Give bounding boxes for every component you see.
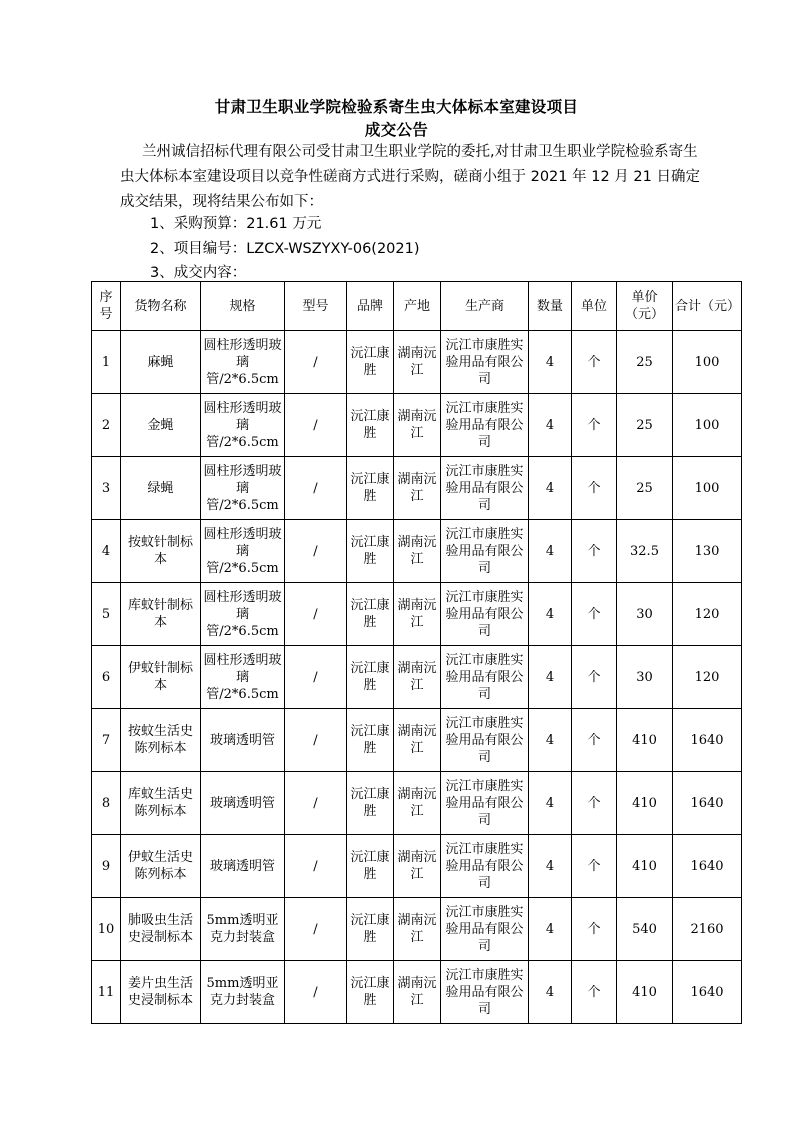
item-name-cell: 按蚊针制标本 [121,520,201,583]
unit-cell: 个 [572,898,617,961]
total-cell: 120 [673,646,742,709]
origin-cell: 湖南沅江 [394,898,441,961]
total-cell: 1640 [673,961,742,1024]
total-cell: 100 [673,331,742,394]
unit-cell: 个 [572,583,617,646]
brand-cell: 沅江康胜 [347,583,394,646]
model-cell: / [285,583,347,646]
header-cell: 品牌 [347,282,394,331]
model-cell: / [285,772,347,835]
quantity-cell: 4 [529,772,572,835]
header-cell: 产地 [394,282,441,331]
quantity-cell: 4 [529,331,572,394]
specification-cell: 圆柱形透明玻璃管/2*6.5cm [201,331,285,394]
origin-cell: 湖南沅江 [394,331,441,394]
table-row [92,898,742,961]
document-title: 甘肃卫生职业学院检验系寄生虫大体标本室建设项目 [214,98,579,116]
quantity-cell: 4 [529,520,572,583]
origin-cell: 湖南沅江 [394,709,441,772]
unit-price-cell: 410 [617,709,673,772]
header-cell: 合计（元） [673,282,742,331]
origin-cell: 湖南沅江 [394,520,441,583]
row-number-cell: 10 [92,898,121,961]
unit-price-cell: 32.5 [617,520,673,583]
item-name-cell: 库蚊生活史陈列标本 [121,772,201,835]
specification-cell: 圆柱形透明玻璃管/2*6.5cm [201,394,285,457]
total-cell: 130 [673,520,742,583]
specification-cell: 圆柱形透明玻璃管/2*6.5cm [201,646,285,709]
manufacturer-cell: 沅江市康胜实验用品有限公司 [441,520,529,583]
brand-cell: 沅江康胜 [347,898,394,961]
quantity-cell: 4 [529,961,572,1024]
unit-cell: 个 [572,835,617,898]
intro-paragraph: 兰州诚信招标代理有限公司受甘肃卫生职业学院的委托,对甘肃卫生职业学院检验系寄生虫大体标本室建设项目以竞争性磋商方式进行采购，磋商小组于 2021 年 12 月 21 日确定成交结果，现将结果公布如下： [120,144,700,210]
item-name-cell: 伊蚊针制标本 [121,646,201,709]
row-number-cell: 2 [92,394,121,457]
row-number-cell: 4 [92,520,121,583]
budget-line: 1、采购预算：21.61 万元 [150,216,322,232]
quantity-cell: 4 [529,457,572,520]
origin-cell: 湖南沅江 [394,646,441,709]
project-number-line: 2、项目编号：LZCX-WSZYXY-06(2021) [150,241,420,257]
manufacturer-cell: 沅江市康胜实验用品有限公司 [441,961,529,1024]
brand-cell: 沅江康胜 [347,709,394,772]
table-row [92,457,742,520]
manufacturer-cell: 沅江市康胜实验用品有限公司 [441,646,529,709]
manufacturer-cell: 沅江市康胜实验用品有限公司 [441,583,529,646]
header-cell: 生产商 [441,282,529,331]
header-cell: 型号 [285,282,347,331]
row-number-cell: 7 [92,709,121,772]
row-number-cell: 6 [92,646,121,709]
table-header-row [92,282,742,331]
item-name-cell: 按蚊生活史陈列标本 [121,709,201,772]
table-row [92,520,742,583]
quantity-cell: 4 [529,709,572,772]
total-cell: 2160 [673,898,742,961]
origin-cell: 湖南沅江 [394,457,441,520]
row-number-cell: 5 [92,583,121,646]
table-row [92,583,742,646]
model-cell: / [285,457,347,520]
brand-cell: 沅江康胜 [347,520,394,583]
item-name-cell: 金蝇 [121,394,201,457]
manufacturer-cell: 沅江市康胜实验用品有限公司 [441,331,529,394]
document-subtitle: 成交公告 [364,121,429,139]
model-cell: / [285,331,347,394]
item-name-cell: 库蚊针制标本 [121,583,201,646]
unit-cell: 个 [572,520,617,583]
item-name-cell: 姜片虫生活史浸制标本 [121,961,201,1024]
origin-cell: 湖南沅江 [394,583,441,646]
origin-cell: 湖南沅江 [394,394,441,457]
item-name-cell: 肺吸虫生活史浸制标本 [121,898,201,961]
unit-cell: 个 [572,709,617,772]
table-row [92,835,742,898]
unit-price-cell: 25 [617,457,673,520]
item-name-cell: 伊蚊生活史陈列标本 [121,835,201,898]
unit-cell: 个 [572,772,617,835]
table-row [92,709,742,772]
specification-cell: 圆柱形透明玻璃管/2*6.5cm [201,520,285,583]
quantity-cell: 4 [529,898,572,961]
unit-cell: 个 [572,331,617,394]
quantity-cell: 4 [529,646,572,709]
total-cell: 1640 [673,772,742,835]
manufacturer-cell: 沅江市康胜实验用品有限公司 [441,835,529,898]
row-number-cell: 8 [92,772,121,835]
unit-price-cell: 25 [617,331,673,394]
quantity-cell: 4 [529,583,572,646]
manufacturer-cell: 沅江市康胜实验用品有限公司 [441,772,529,835]
unit-price-cell: 540 [617,898,673,961]
specification-cell: 5mm透明亚克力封装盒 [201,961,285,1024]
row-number-cell: 1 [92,331,121,394]
header-cell: 数量 [529,282,572,331]
award-table [91,281,742,1024]
unit-price-cell: 25 [617,394,673,457]
total-cell: 120 [673,583,742,646]
unit-price-cell: 410 [617,835,673,898]
header-cell: 单价（元） [617,282,673,331]
header-cell: 序号 [92,282,121,331]
table-row [92,961,742,1024]
brand-cell: 沅江康胜 [347,772,394,835]
unit-cell: 个 [572,961,617,1024]
row-number-cell: 11 [92,961,121,1024]
specification-cell: 玻璃透明管 [201,709,285,772]
manufacturer-cell: 沅江市康胜实验用品有限公司 [441,394,529,457]
table-row [92,394,742,457]
unit-cell: 个 [572,646,617,709]
total-cell: 100 [673,394,742,457]
unit-price-cell: 30 [617,646,673,709]
brand-cell: 沅江康胜 [347,331,394,394]
row-number-cell: 9 [92,835,121,898]
model-cell: / [285,961,347,1024]
item-name-cell: 绿蝇 [121,457,201,520]
quantity-cell: 4 [529,835,572,898]
table-row [92,331,742,394]
manufacturer-cell: 沅江市康胜实验用品有限公司 [441,898,529,961]
total-cell: 100 [673,457,742,520]
unit-cell: 个 [572,457,617,520]
manufacturer-cell: 沅江市康胜实验用品有限公司 [441,709,529,772]
header-cell: 货物名称 [121,282,201,331]
model-cell: / [285,898,347,961]
specification-cell: 圆柱形透明玻璃管/2*6.5cm [201,583,285,646]
total-cell: 1640 [673,835,742,898]
specification-cell: 圆柱形透明玻璃管/2*6.5cm [201,457,285,520]
quantity-cell: 4 [529,394,572,457]
brand-cell: 沅江康胜 [347,457,394,520]
brand-cell: 沅江康胜 [347,961,394,1024]
table-body [92,331,742,1024]
table-row [92,772,742,835]
table-row [92,646,742,709]
unit-price-cell: 30 [617,583,673,646]
manufacturer-cell: 沅江市康胜实验用品有限公司 [441,457,529,520]
unit-price-cell: 410 [617,961,673,1024]
specification-cell: 玻璃透明管 [201,772,285,835]
model-cell: / [285,520,347,583]
model-cell: / [285,709,347,772]
model-cell: / [285,835,347,898]
header-cell: 单位 [572,282,617,331]
total-cell: 1640 [673,709,742,772]
brand-cell: 沅江康胜 [347,835,394,898]
origin-cell: 湖南沅江 [394,961,441,1024]
origin-cell: 湖南沅江 [394,835,441,898]
header-cell: 规格 [201,282,285,331]
origin-cell: 湖南沅江 [394,772,441,835]
brand-cell: 沅江康胜 [347,646,394,709]
specification-cell: 5mm透明亚克力封装盒 [201,898,285,961]
model-cell: / [285,646,347,709]
unit-price-cell: 410 [617,772,673,835]
content-heading: 3、成交内容： [150,265,247,281]
model-cell: / [285,394,347,457]
specification-cell: 玻璃透明管 [201,835,285,898]
item-name-cell: 麻蝇 [121,331,201,394]
brand-cell: 沅江康胜 [347,394,394,457]
row-number-cell: 3 [92,457,121,520]
unit-cell: 个 [572,394,617,457]
